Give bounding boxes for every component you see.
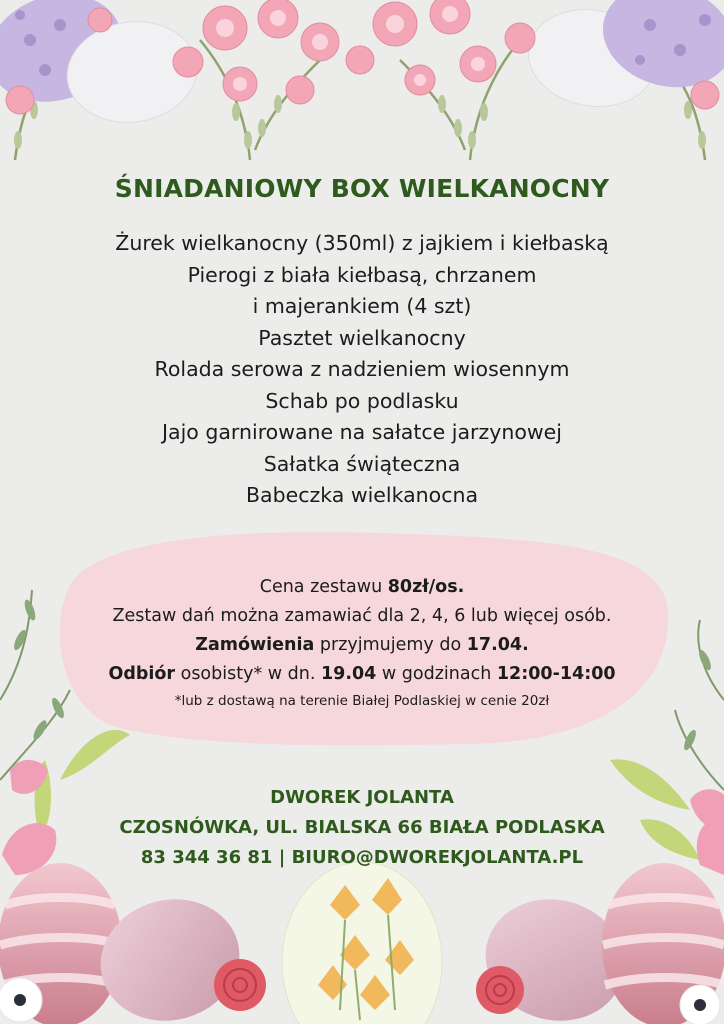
menu-item: Rolada serowa z nadzieniem wiosennym: [154, 357, 570, 381]
menu-item: Pierogi z biała kiełbasą, chrzanem: [187, 262, 537, 287]
price-value: 80zł/os.: [387, 577, 465, 597]
orders-text: przyjmujemy do: [319, 635, 462, 655]
menu-item: Babeczka wielkanocna: [245, 483, 479, 507]
menu-item: Sałatka świąteczna: [263, 451, 461, 476]
menu-item: i majerankiem (4 szt): [252, 294, 472, 318]
menu-item: Żurek wielkanocny (350ml) z jajkiem i kiełbaską: [115, 231, 609, 255]
pickup-line: [0, 660, 724, 689]
orders-line: [0, 631, 724, 660]
menu-item: Schab po podlasku: [265, 388, 459, 413]
order-size-line: Zestaw dań można zamawiać dla 2, 4, 6 lub więcej osób.: [112, 606, 612, 626]
orders-date: 17.04.: [466, 635, 529, 655]
contact-line: [0, 843, 724, 873]
orders-label: Zamówienia: [195, 635, 315, 655]
pickup-hours: 12:00-14:00: [496, 664, 616, 684]
price-line: [0, 573, 724, 602]
company-name: DWOREK JOLANTA: [270, 787, 454, 808]
pickup-date: 19.04: [320, 664, 377, 684]
contact-block: [0, 783, 724, 873]
menu-list: [0, 228, 724, 512]
menu-item: Pasztet wielkanocny: [258, 325, 466, 350]
info-block: [0, 573, 724, 713]
pickup-label: Odbiór: [108, 664, 176, 684]
menu-item: Jajo garnirowane na sałatce jarzynowej: [162, 420, 562, 444]
pickup-hours-text: w godzinach: [381, 664, 492, 684]
phone-number: 83 344 36 81: [140, 847, 273, 868]
contact-separator: |: [278, 847, 286, 868]
company-address: CZOSNÓWKA, UL. BIALSKA 66 BIAŁA PODLASKA: [119, 817, 605, 838]
pickup-text: osobisty* w dn.: [180, 664, 316, 684]
delivery-note: *lub z dostawą na terenie Białej Podlaskiej w cenie 20zł: [174, 693, 550, 709]
egg-floral-center: [282, 862, 442, 1024]
page-title: ŚNIADANIOWY BOX WIELKANOCNY: [114, 174, 610, 203]
price-label: Cena zestawu: [259, 577, 383, 597]
email-address: BIURO@DWOREKJOLANTA.PL: [291, 847, 584, 868]
